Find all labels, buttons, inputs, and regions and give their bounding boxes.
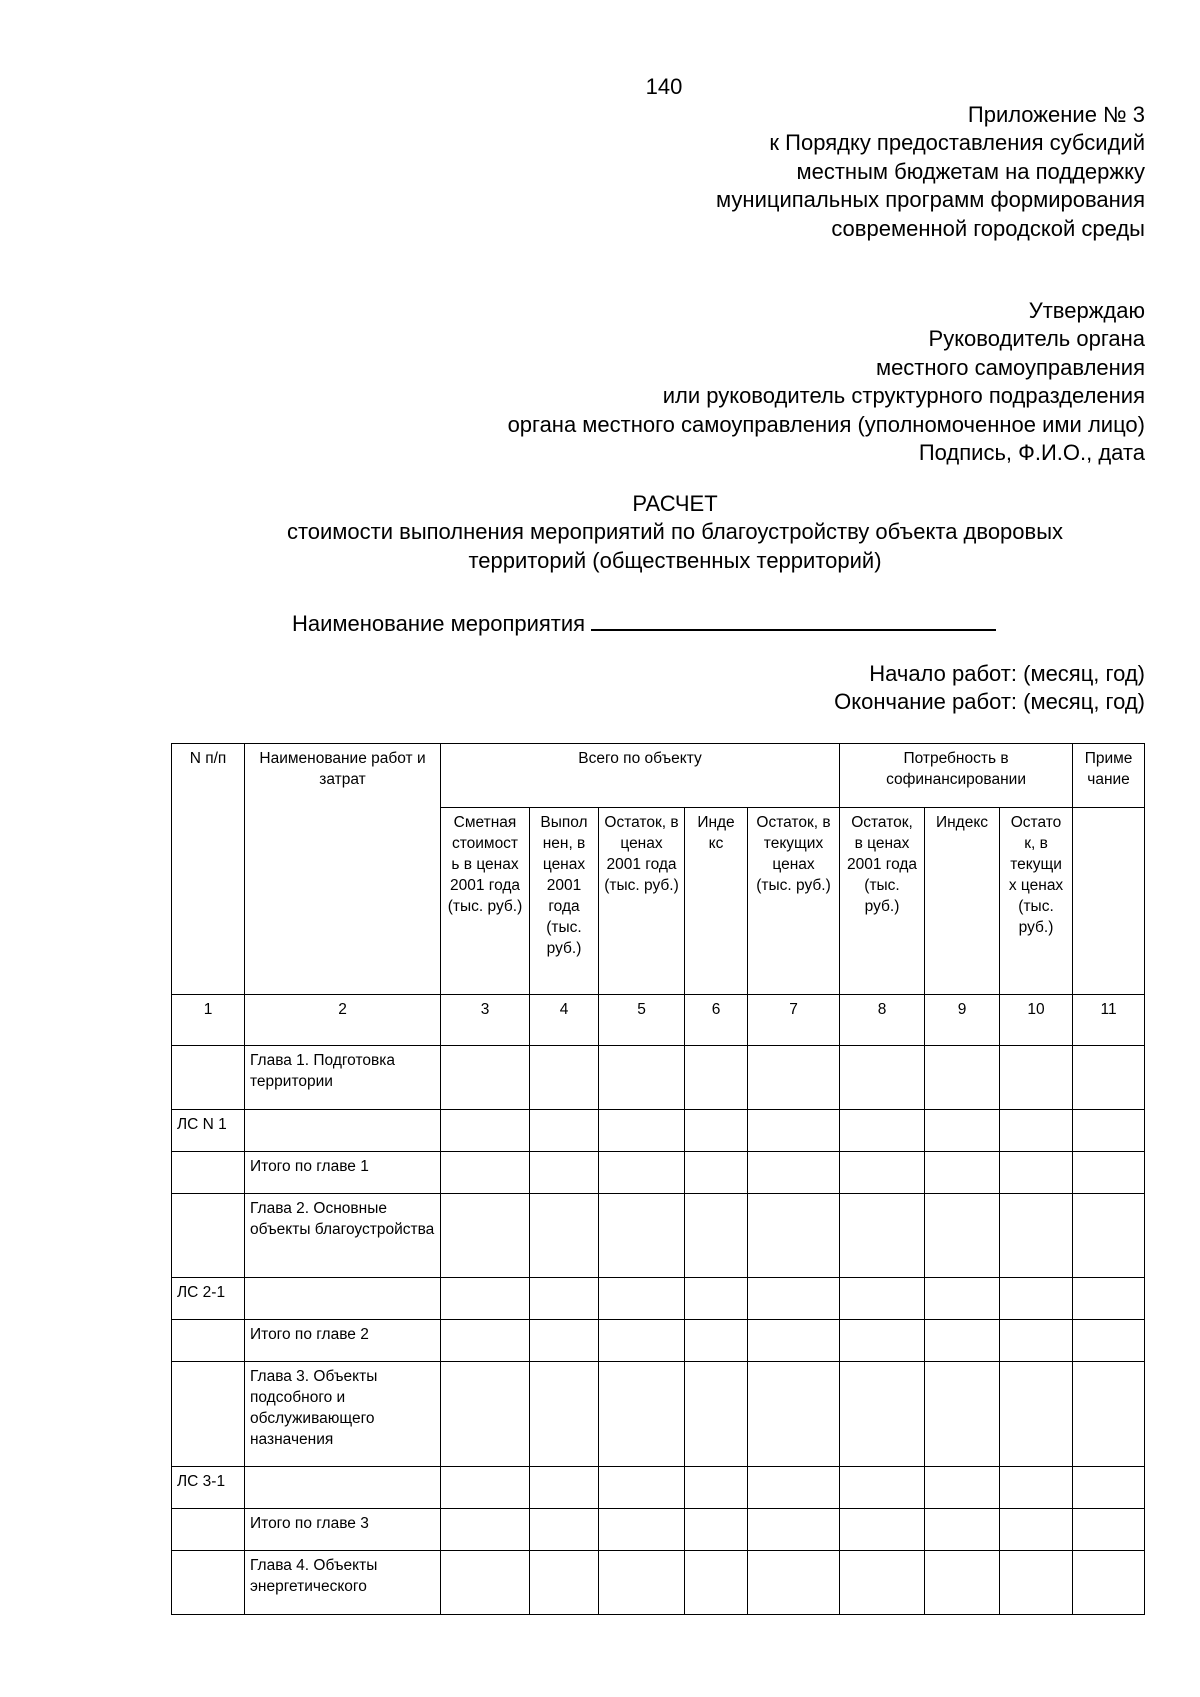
subheader-cell: Остаток, в текущих ценах (тыс. руб.)	[748, 808, 840, 995]
table-row	[172, 1320, 1145, 1362]
row-value-cell	[748, 1320, 840, 1362]
row-name-cell	[245, 1278, 441, 1320]
event-name-blank-line	[591, 605, 996, 631]
row-value-cell	[1073, 1509, 1145, 1551]
row-value-cell	[441, 1509, 530, 1551]
row-value-cell	[441, 1152, 530, 1194]
row-value-cell	[1000, 1467, 1073, 1509]
table-body	[172, 1046, 1145, 1615]
row-value-cell	[530, 1110, 599, 1152]
row-value-cell	[925, 1152, 1000, 1194]
row-value-cell	[840, 1509, 925, 1551]
row-np-cell	[172, 1320, 245, 1362]
header-row	[172, 744, 1145, 808]
column-number: 3	[441, 995, 530, 1046]
row-value-cell	[685, 1551, 748, 1615]
column-number: 2	[245, 995, 441, 1046]
row-value-cell	[599, 1362, 685, 1467]
row-value-cell	[599, 1194, 685, 1278]
row-value-cell	[925, 1509, 1000, 1551]
row-value-cell	[441, 1467, 530, 1509]
row-value-cell	[685, 1509, 748, 1551]
row-value-cell	[925, 1194, 1000, 1278]
event-name-label: Наименование мероприятия	[292, 611, 586, 636]
row-value-cell	[530, 1194, 599, 1278]
row-value-cell	[685, 1152, 748, 1194]
row-np-cell	[172, 1046, 245, 1110]
row-value-cell	[748, 1551, 840, 1615]
dates-block	[834, 660, 1145, 717]
row-value-cell	[685, 1362, 748, 1467]
row-value-cell	[599, 1551, 685, 1615]
row-np-cell: ЛС 3-1	[172, 1467, 245, 1509]
row-np-cell	[172, 1152, 245, 1194]
row-np-cell	[172, 1551, 245, 1615]
row-value-cell	[925, 1467, 1000, 1509]
row-value-cell	[840, 1152, 925, 1194]
table-row	[172, 1110, 1145, 1152]
header-np: N п/п	[172, 744, 245, 995]
column-number: 7	[748, 995, 840, 1046]
row-value-cell	[530, 1320, 599, 1362]
column-number: 8	[840, 995, 925, 1046]
row-value-cell	[599, 1467, 685, 1509]
row-value-cell	[441, 1278, 530, 1320]
row-value-cell	[530, 1152, 599, 1194]
row-value-cell	[748, 1509, 840, 1551]
document-subtitle-line: стоимости выполнения мероприятий по благоустройству объекта дворовых	[286, 519, 1064, 545]
subheader-cell-empty	[1073, 808, 1145, 995]
row-value-cell	[840, 1110, 925, 1152]
row-value-cell	[1073, 1320, 1145, 1362]
row-value-cell	[441, 1110, 530, 1152]
approval-line: или руководитель структурного подразделения	[662, 383, 1145, 409]
row-value-cell	[748, 1194, 840, 1278]
row-value-cell	[748, 1152, 840, 1194]
row-value-cell	[840, 1362, 925, 1467]
appendix-line: Приложение № 3	[967, 102, 1145, 127]
table-row	[172, 1551, 1145, 1615]
row-name-cell: Глава 1. Подготовка территории	[245, 1046, 441, 1110]
row-value-cell	[530, 1046, 599, 1110]
row-value-cell	[925, 1046, 1000, 1110]
row-value-cell	[1073, 1194, 1145, 1278]
row-np-cell: ЛС N 1	[172, 1110, 245, 1152]
table-row	[172, 1278, 1145, 1320]
row-value-cell	[925, 1320, 1000, 1362]
header-group-total: Всего по объекту	[441, 744, 840, 808]
row-value-cell	[925, 1278, 1000, 1320]
estimate-table	[171, 743, 1145, 1615]
row-name-cell: Глава 2. Основные объекты благоустройства	[245, 1194, 441, 1278]
header-group-cofin: Потребность в софинансировании	[840, 744, 1073, 808]
row-value-cell	[530, 1362, 599, 1467]
row-name-cell: Итого по главе 3	[245, 1509, 441, 1551]
document-title-block	[230, 490, 1120, 575]
row-value-cell	[925, 1362, 1000, 1467]
table-row	[172, 1194, 1145, 1278]
row-name-cell: Итого по главе 2	[245, 1320, 441, 1362]
row-name-cell: Итого по главе 1	[245, 1152, 441, 1194]
row-value-cell	[441, 1194, 530, 1278]
row-value-cell	[748, 1046, 840, 1110]
appendix-line: к Порядку предоставления субсидий	[769, 130, 1145, 156]
row-value-cell	[1073, 1110, 1145, 1152]
row-value-cell	[925, 1110, 1000, 1152]
approval-line: органа местного самоуправления (уполномоченное ими лицо)	[507, 411, 1145, 437]
approval-block	[508, 297, 1145, 467]
row-value-cell	[1073, 1278, 1145, 1320]
row-value-cell	[748, 1467, 840, 1509]
column-number: 11	[1073, 995, 1145, 1046]
subheader-cell: Остаток, в ценах 2001 года (тыс. руб.)	[840, 808, 925, 995]
row-np-cell	[172, 1194, 245, 1278]
page-number: 140	[645, 74, 683, 99]
row-np-cell	[172, 1509, 245, 1551]
subheader-cell: Остато к, в текущи х ценах (тыс. руб.)	[1000, 808, 1073, 995]
event-name-field	[292, 605, 996, 637]
subheader-cell: Индекс	[925, 808, 1000, 995]
row-value-cell	[840, 1194, 925, 1278]
row-value-cell	[685, 1110, 748, 1152]
column-number: 9	[925, 995, 1000, 1046]
table-row	[172, 1362, 1145, 1467]
row-value-cell	[530, 1467, 599, 1509]
row-value-cell	[1000, 1194, 1073, 1278]
row-value-cell	[840, 1467, 925, 1509]
column-number: 6	[685, 995, 748, 1046]
subheader-cell: Выпол нен, в ценах 2001 года (тыс. руб.)	[530, 808, 599, 995]
row-value-cell	[599, 1152, 685, 1194]
appendix-line: местным бюджетам на поддержку	[796, 158, 1145, 184]
row-np-cell: ЛС 2-1	[172, 1278, 245, 1320]
row-value-cell	[530, 1551, 599, 1615]
row-value-cell	[840, 1278, 925, 1320]
row-value-cell	[441, 1362, 530, 1467]
appendix-line: муниципальных программ формирования	[716, 187, 1145, 213]
row-value-cell	[599, 1278, 685, 1320]
row-value-cell	[925, 1551, 1000, 1615]
start-date-line: Начало работ: (месяц, год)	[869, 661, 1145, 686]
row-value-cell	[599, 1320, 685, 1362]
column-number: 1	[172, 995, 245, 1046]
row-value-cell	[1073, 1551, 1145, 1615]
row-value-cell	[599, 1110, 685, 1152]
table-row	[172, 1467, 1145, 1509]
header-note: Приме чание	[1073, 744, 1145, 808]
row-value-cell	[840, 1551, 925, 1615]
row-value-cell	[441, 1046, 530, 1110]
subheader-cell: Сметная стоимост ь в ценах 2001 года (тыс. руб.)	[441, 808, 530, 995]
row-value-cell	[599, 1046, 685, 1110]
table-row	[172, 1046, 1145, 1110]
table-row	[172, 1509, 1145, 1551]
subheader-cell: Остаток, в ценах 2001 года (тыс. руб.)	[599, 808, 685, 995]
row-value-cell	[441, 1320, 530, 1362]
approval-line: Утверждаю	[1028, 298, 1145, 323]
column-number-row	[172, 995, 1145, 1046]
document-title: РАСЧЕТ	[632, 491, 718, 516]
row-np-cell	[172, 1362, 245, 1467]
row-value-cell	[1000, 1551, 1073, 1615]
row-value-cell	[685, 1320, 748, 1362]
row-value-cell	[1073, 1046, 1145, 1110]
header-name: Наименование работ и затрат	[245, 744, 441, 995]
approval-line: местного самоуправления	[875, 354, 1145, 380]
document-subtitle-line: территорий (общественных территорий)	[468, 547, 882, 573]
row-name-cell	[245, 1467, 441, 1509]
row-value-cell	[685, 1278, 748, 1320]
approval-line: Руководитель органа	[928, 326, 1145, 352]
appendix-block	[716, 101, 1145, 243]
row-value-cell	[1000, 1046, 1073, 1110]
row-value-cell	[441, 1551, 530, 1615]
row-value-cell	[530, 1509, 599, 1551]
row-value-cell	[530, 1278, 599, 1320]
row-value-cell	[1073, 1152, 1145, 1194]
table-row	[172, 1152, 1145, 1194]
appendix-line: современной городской среды	[831, 215, 1145, 241]
column-number: 5	[599, 995, 685, 1046]
row-value-cell	[685, 1467, 748, 1509]
row-value-cell	[1000, 1362, 1073, 1467]
approval-line: Подпись, Ф.И.О., дата	[918, 440, 1145, 466]
row-value-cell	[748, 1110, 840, 1152]
row-value-cell	[1000, 1278, 1073, 1320]
row-value-cell	[1073, 1362, 1145, 1467]
row-value-cell	[748, 1278, 840, 1320]
column-number: 4	[530, 995, 599, 1046]
row-name-cell: Глава 3. Объекты подсобного и обслуживающего назначения	[245, 1362, 441, 1467]
row-value-cell	[1000, 1509, 1073, 1551]
row-value-cell	[1000, 1152, 1073, 1194]
row-value-cell	[1000, 1320, 1073, 1362]
row-value-cell	[685, 1194, 748, 1278]
row-value-cell	[685, 1046, 748, 1110]
row-value-cell	[840, 1046, 925, 1110]
column-number: 10	[1000, 995, 1073, 1046]
end-date-line: Окончание работ: (месяц, год)	[834, 689, 1145, 715]
row-value-cell	[748, 1362, 840, 1467]
row-name-cell: Глава 4. Объекты энергетического	[245, 1551, 441, 1615]
row-value-cell	[599, 1509, 685, 1551]
row-value-cell	[1000, 1110, 1073, 1152]
row-value-cell	[1073, 1467, 1145, 1509]
subheader-cell: Инде кс	[685, 808, 748, 995]
row-value-cell	[840, 1320, 925, 1362]
row-name-cell	[245, 1110, 441, 1152]
